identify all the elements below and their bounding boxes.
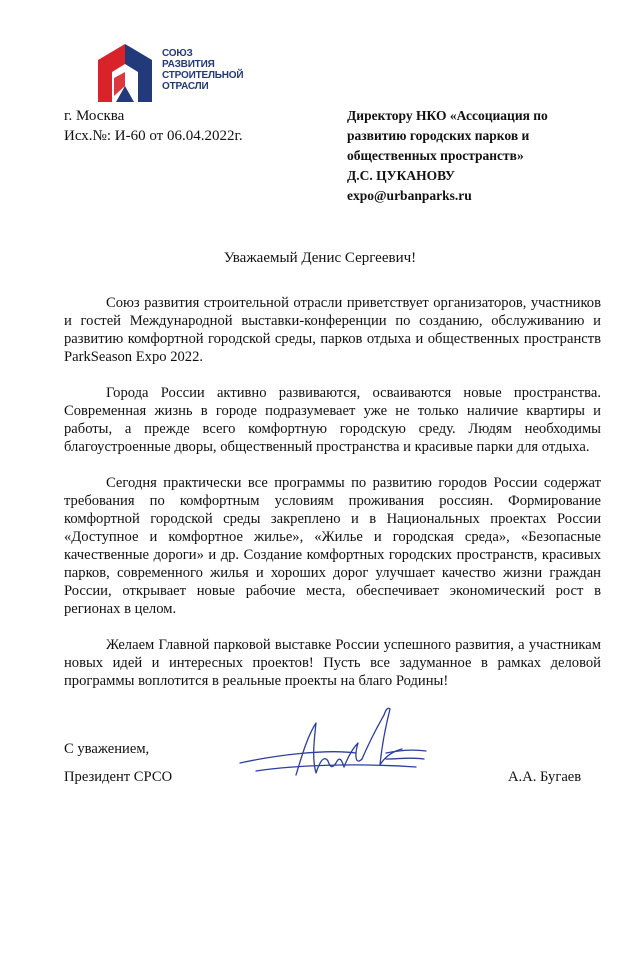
addressee-block bbox=[347, 106, 607, 206]
addressee-email: expo@urbanparks.ru bbox=[347, 188, 472, 203]
logo-line: СОЮЗ bbox=[162, 48, 193, 59]
letter-header bbox=[64, 106, 243, 146]
body-paragraph: Сегодня практически все программы по развитию городов России содержат требования по комфортным условиям проживания россиян. Формирование комфортной городской среды закреплено и в Национальных проектах России «Доступное и комфортное жилье», «Жилье и городская среда», «Безопасные качественные дороги» и др. Создание комфортных городских пространств, красивых парков, современного жилья и хороших дорог улучшает качество жизни граждан России, открывает новые рабочие места, обеспечивает экономический рост в регионах в целом. bbox=[64, 475, 601, 617]
organization-logo bbox=[96, 38, 266, 108]
body-paragraph: Союз развития строительной отрасли приветствует организаторов, участников и гостей Международной выставки-конференции по созданию, обслуживанию и развитию комфортной городской среды, парков отдыха и общественных пространств ParkSeason Expo 2022. bbox=[64, 295, 601, 365]
addressee-line: общественных пространств» bbox=[347, 148, 524, 163]
logo-text bbox=[162, 48, 243, 92]
body-paragraph: Города России активно развиваются, осваиваются новые пространства. Современная жизнь в городе подразумевает уже не только наличие квартиры и работы, а прежде всего комфортную городскую среду. Людям необходимы благоустроенные дворы, общественный пространства и красивые парки для отдыха. bbox=[64, 385, 601, 455]
body-paragraph: Желаем Главной парковой выставке России успешного развития, а участникам новых идей и интересных проектов! Пусть все задуманное в рамках деловой программы воплотится в реальные проекты на благо Родины! bbox=[64, 637, 601, 689]
logo-line: РАЗВИТИЯ bbox=[162, 59, 215, 70]
city: г. Москва bbox=[64, 108, 125, 124]
addressee-line: развитию городских парков и bbox=[347, 128, 530, 143]
reference-number: Исх.№: И-60 от 06.04.2022г. bbox=[64, 128, 243, 144]
regards: С уважением, bbox=[64, 741, 150, 757]
signer-name: А.А. Бугаев bbox=[508, 769, 582, 785]
handwritten-signature bbox=[236, 705, 436, 795]
addressee-line: Д.С. ЦУКАНОВУ bbox=[347, 168, 455, 183]
logo-line: ОТРАСЛИ bbox=[162, 81, 209, 92]
letter-body bbox=[64, 294, 601, 708]
signer-position: Президент СРСО bbox=[64, 769, 173, 785]
addressee-line: Директору НКО «Ассоциация по bbox=[347, 108, 548, 123]
salutation: Уважаемый Денис Сергеевич! bbox=[223, 250, 417, 266]
logo-mark-icon bbox=[96, 42, 154, 104]
logo-line: СТРОИТЕЛЬНОЙ bbox=[162, 70, 244, 81]
